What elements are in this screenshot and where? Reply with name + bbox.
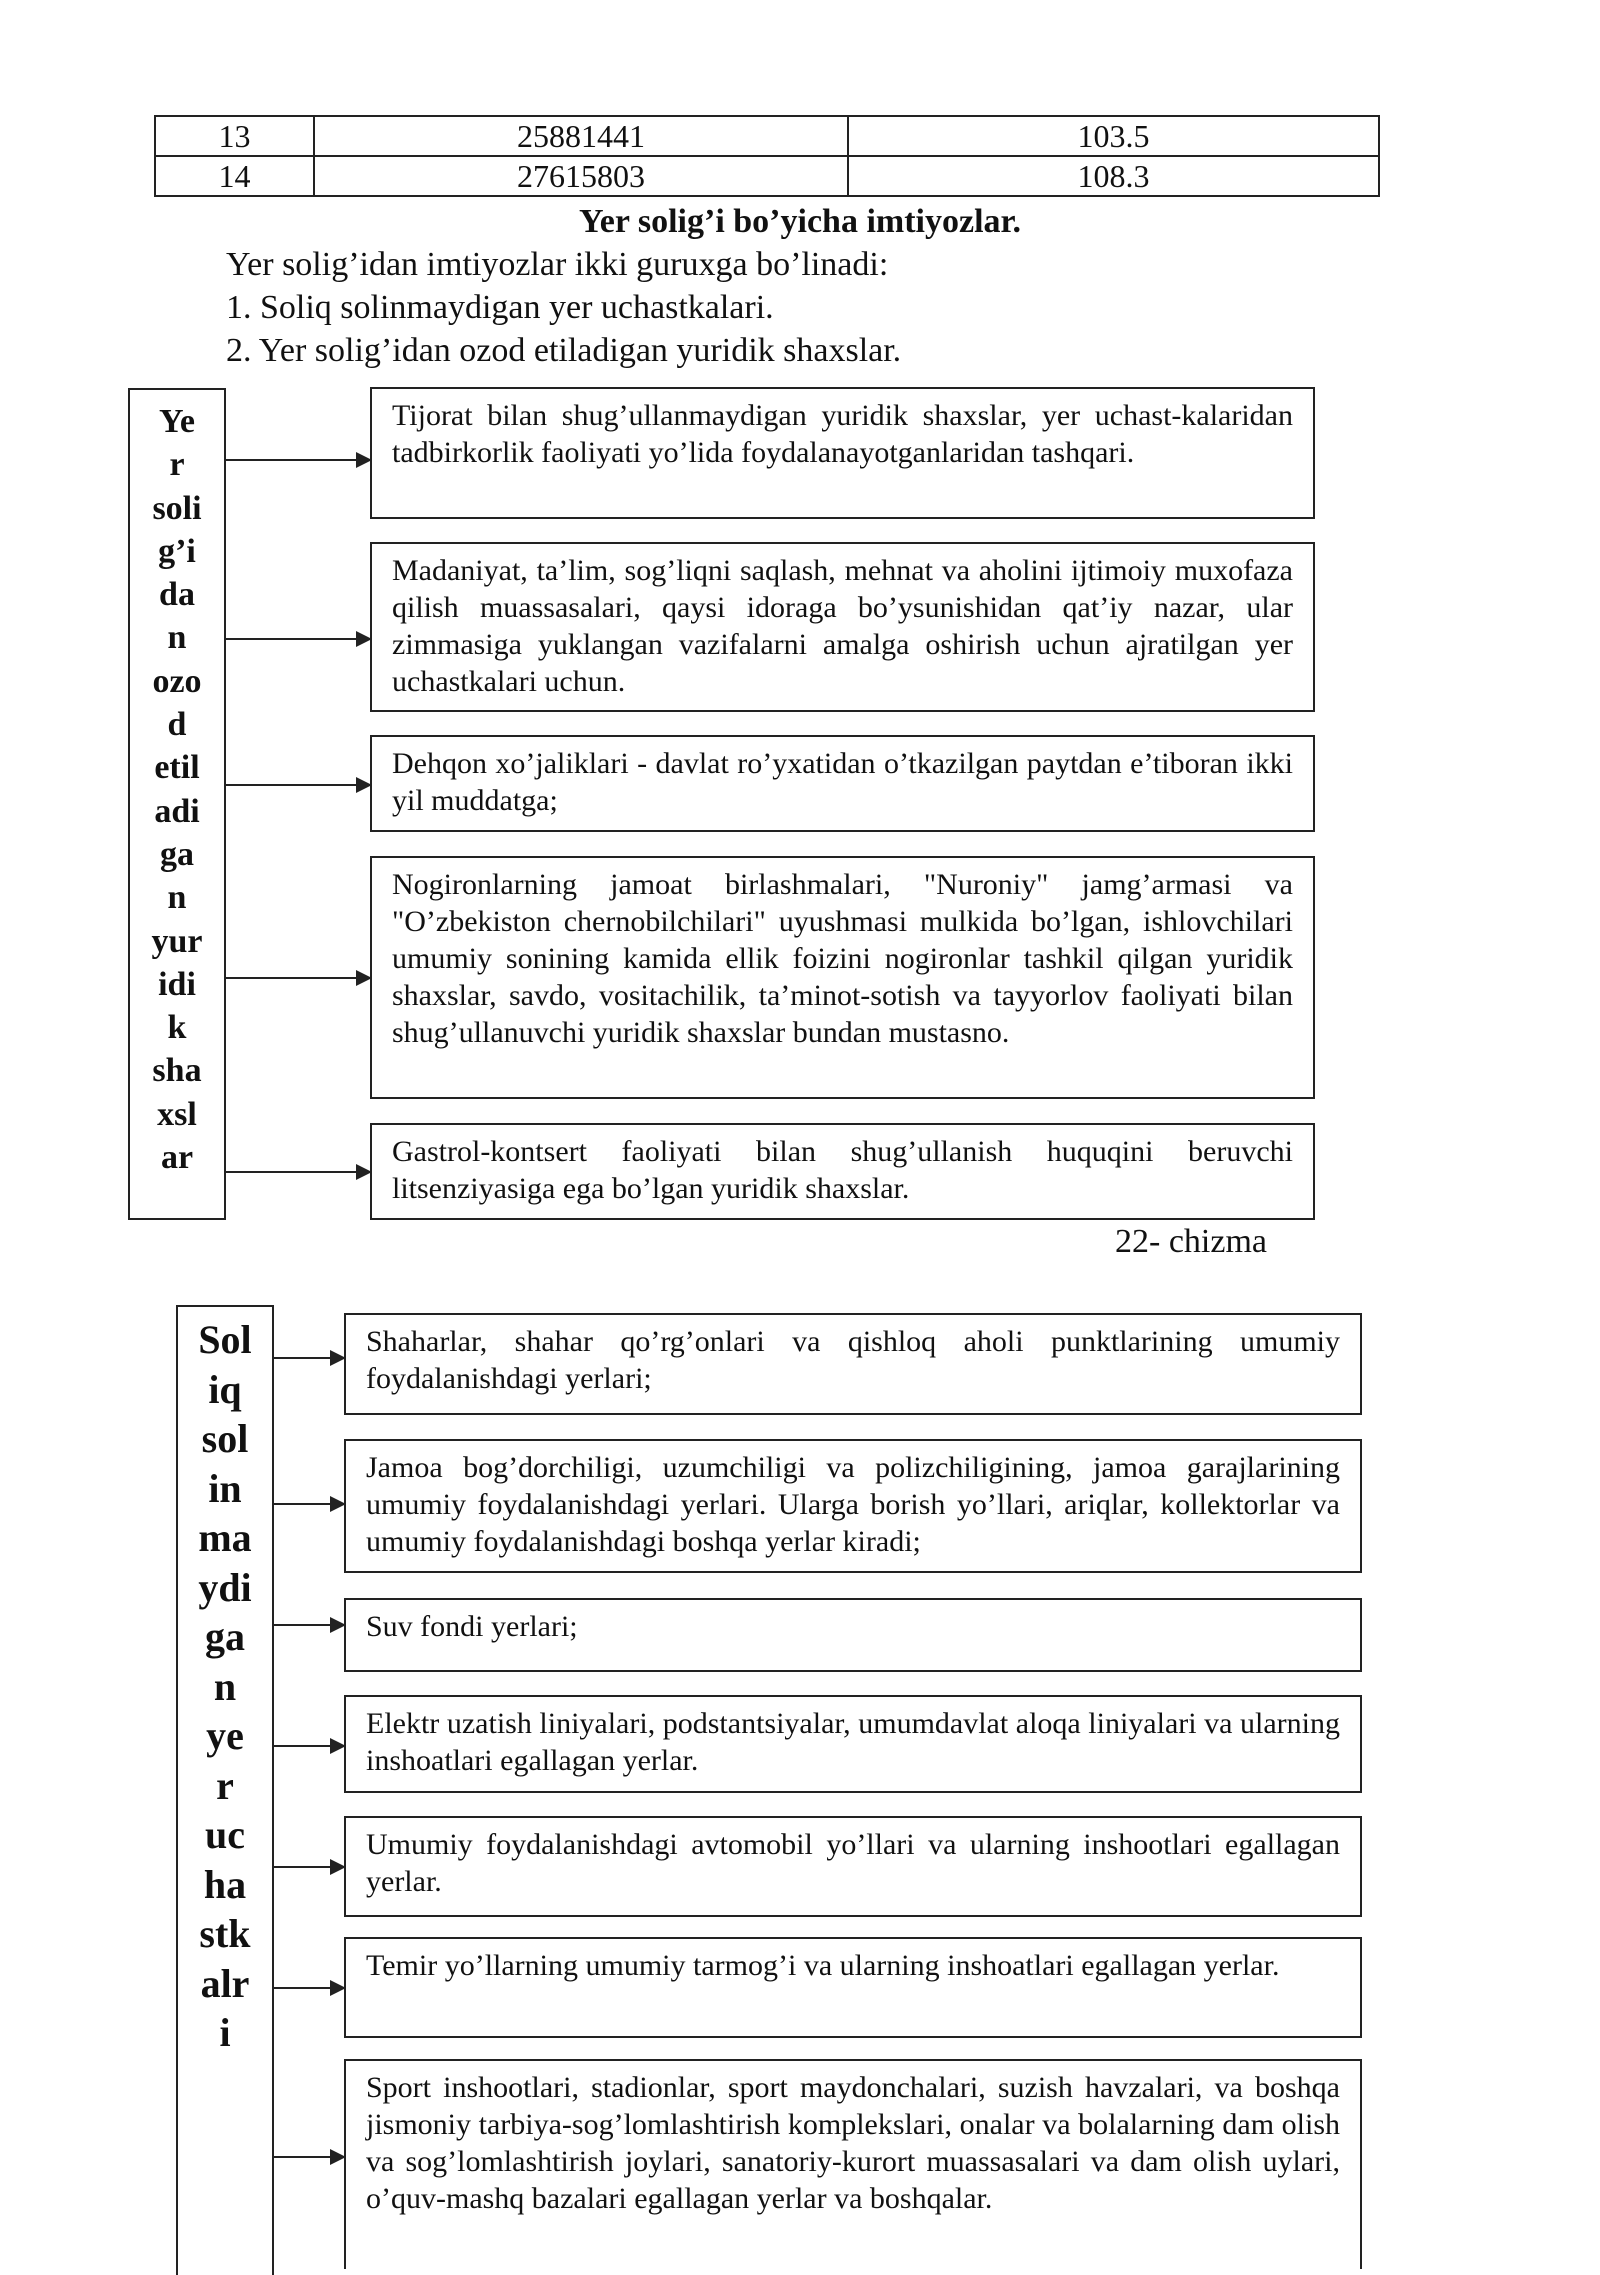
diagram2-box: Suv fondi yerlari; (344, 1598, 1362, 1672)
diagram2-box: Shaharlar, shahar qo’rg’onlari va qishloq aholi punktlarining umumiy foydalanishdagi yerlari; (344, 1313, 1362, 1415)
arrow-icon (226, 784, 370, 786)
arrow-icon (226, 638, 370, 640)
side-label-line: Ye (159, 403, 195, 440)
section-heading: Yer solig’i bo’yicha imtiyozlar. (579, 203, 1021, 240)
arrow-icon (274, 1357, 344, 1359)
diagram2-box: Temir yo’llarning umumiy tarmog’i va ularning inshoatlari egallagan yerlar. (344, 1937, 1362, 2038)
arrow-icon (226, 459, 370, 461)
table-cell: 14 (155, 156, 314, 196)
arrow-icon (226, 1171, 370, 1173)
side-label-line: i (219, 2010, 231, 2055)
diagram1-box: Gastrol-kontsert faoliyati bilan shug’ullanish huquqini beruvchi litsenziyasiga ega bo’lgan yuridik shaxslar. (370, 1123, 1315, 1220)
side-label-line: ga (160, 835, 194, 873)
arrow-icon (274, 1503, 344, 1505)
diagram1-side-label (128, 388, 226, 1220)
side-label-line: k (167, 1009, 187, 1047)
arrow-icon (274, 1745, 344, 1747)
side-label-line: ozo (152, 662, 202, 700)
arrow-icon (274, 1987, 344, 1989)
intro-list-item: 1. Soliq solinmaydigan yer uchastkalari. (226, 289, 774, 326)
intro-list-item: 2. Yer solig’idan ozod etiladigan yuridik shaxslar. (226, 332, 902, 369)
side-label-line: alr (200, 1960, 250, 2006)
table-cell: 103.5 (848, 116, 1379, 156)
side-label-line: etil (154, 749, 200, 787)
diagram2-side-label (176, 1305, 274, 2275)
side-label-line: yur (151, 922, 203, 960)
arrow-icon (226, 977, 370, 979)
table-cell: 108.3 (848, 156, 1379, 196)
table-row (155, 116, 1379, 156)
diagram1-box: Nogironlarning jamoat birlashmalari, "Nuroniy" jamg’armasi va "O’zbekiston chernobilchilari" uyushmasi mulkida bo’lgan, ishlovchilari umumiy sonining kamida ellik foizini nogironlar tashkil qilgan yuridik shaxslar, savdo, vositachilik, ta’minot-sotish va tayyorlov faoliyati bilan shug’ullanuvchi yuridik shaxslar bundan mustasno. (370, 856, 1315, 1099)
arrow-icon (274, 2156, 344, 2158)
side-label-line: r (169, 446, 185, 484)
side-label-line: ma (198, 1515, 252, 1560)
side-label-line: iq (208, 1366, 242, 1412)
arrow-icon (274, 1866, 344, 1868)
side-label-line: idi (158, 965, 196, 1003)
side-label-line: sol (201, 1416, 249, 1461)
side-label-line: da (159, 576, 195, 614)
intro-paragraph: Yer solig’idan imtiyozlar ikki guruxga bo’linadi: (226, 246, 889, 283)
side-label-line: ar (160, 1139, 194, 1177)
side-label-line: in (208, 1465, 242, 1511)
table-cell: 13 (155, 116, 314, 156)
side-label-line: ydi (198, 1564, 252, 1610)
side-label-line: n (167, 879, 187, 917)
side-label-line: sha (152, 1052, 202, 1090)
diagram2-box: Elektr uzatish liniyalari, podstantsiyalar, umumdavlat aloqa liniyalari va ularning inshoatlari egallagan yerlar. (344, 1695, 1362, 1793)
side-label-line: r (216, 1762, 234, 1808)
table-cell: 27615803 (314, 156, 848, 196)
side-label-line: ye (206, 1713, 244, 1758)
arrow-icon (274, 1624, 344, 1626)
side-label-line: n (167, 619, 187, 657)
diagram2-box: Sport inshootlari, stadionlar, sport maydonchalari, suzish havzalari, va boshqa jismoniy tarbiya-sog’lomlashtirish komplekslari, onalar va bolalarning dam olish va sog’lomlashtirish joylari, sanatoriy-kurort muassasalari va dam olish uylari, o’quv-mashq bazalari egallagan yerlar va boshqalar. (344, 2059, 1362, 2269)
table-row (155, 156, 1379, 196)
diagram-caption: 22- chizma (1115, 1223, 1267, 1260)
side-label-line: ha (203, 1861, 247, 1907)
side-label-line: d (167, 706, 187, 744)
side-label-line: adi (154, 792, 200, 830)
side-label-line: xsl (157, 1095, 197, 1133)
side-label-line: soli (152, 489, 202, 527)
side-label-line: stk (199, 1911, 251, 1956)
diagram1-box: Madaniyat, ta’lim, sog’liqni saqlash, mehnat va aholini ijtimoiy muxofaza qilish muassasalari, qaysi idoraga bo’ysunishidan qat’iy nazar, ular zimmasiga yuklangan vazifalarni amalga oshirish uchun ajratilgan yer uchastkalari uchun. (370, 542, 1315, 712)
side-label-line: ga (205, 1614, 245, 1659)
diagram2-box: Umumiy foydalanishdagi avtomobil yo’llari va ularning inshootlari egallagan yerlar. (344, 1816, 1362, 1917)
diagram1-box: Dehqon xo’jaliklari - davlat ro’yxatidan o’tkazilgan paytdan e’tiboran ikki yil muddatga; (370, 735, 1315, 832)
table-cell: 25881441 (314, 116, 848, 156)
side-label-line: Sol (198, 1317, 252, 1362)
data-table (154, 115, 1380, 197)
side-label-line: uc (205, 1812, 245, 1857)
diagram1-box: Tijorat bilan shug’ullanmaydigan yuridik shaxslar, yer uchast-kalaridan tadbirkorlik faoliyati yo’lida foydalanayotganlaridan tashqari. (370, 387, 1315, 519)
side-label-line: n (213, 1663, 237, 1709)
side-label-line: g’i (158, 532, 196, 570)
diagram2-box: Jamoa bog’dorchiligi, uzumchiligi va polizchiligining, jamoa garajlarining umumiy foydalanishdagi yerlari. Ularga borish yo’llari, ariqlar, kollektorlar va umumiy foydalanishdagi boshqa yerlar kiradi; (344, 1439, 1362, 1573)
